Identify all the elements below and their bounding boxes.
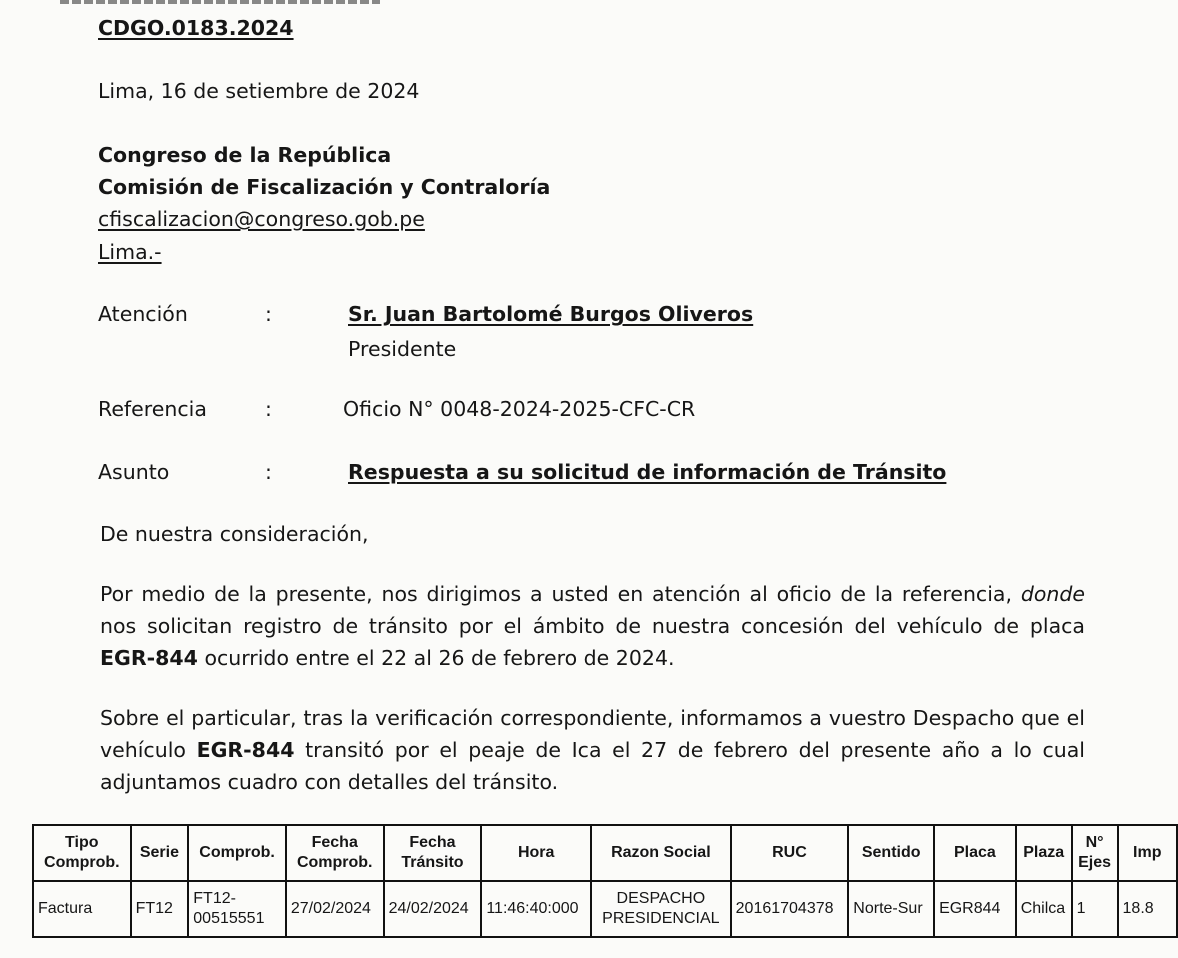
table-header-cell: [131, 825, 189, 881]
transit-table: [32, 824, 1178, 938]
table-header-text: Hora: [517, 844, 555, 861]
table-header-text: Comprob.: [44, 854, 120, 871]
table-cell: [33, 881, 131, 937]
table-header-cell: [1072, 825, 1118, 881]
table-header-text: Sentido: [861, 844, 921, 861]
reference-colon: :: [265, 397, 272, 421]
table-header-cell: [591, 825, 731, 881]
table-cell-text: DESPACHO: [616, 890, 706, 907]
subject-colon: :: [265, 460, 272, 484]
table-header-text: Razon Social: [611, 844, 711, 861]
recipient-city: Lima.-: [98, 240, 162, 264]
table-cell: [286, 881, 384, 937]
paragraph-finding-text-2: transitó por el peaje de Ica el 27 de febrero del presente año a lo cual adjuntamos cuadro con detalles del tránsito.: [100, 738, 1085, 794]
paragraph-finding-text-1: Sobre el particular, tras la verificación correspondiente, informamos a vuestro Despacho que el vehículo: [100, 706, 1085, 762]
recipient-commission: Comisión de Fiscalización y Contraloría: [98, 175, 551, 199]
table-cell-text: Chilca: [1020, 900, 1066, 917]
paragraph-request-text-2: nos solicitan registro de tránsito por el ámbito de nuestra concesión del vehículo de placa: [100, 614, 1085, 638]
table-cell: [188, 881, 286, 937]
table-cell: [934, 881, 1016, 937]
table-cell: [591, 881, 731, 937]
table-header-text: RUC: [772, 844, 807, 861]
table-cell: [131, 881, 189, 937]
table-header-cell: [848, 825, 934, 881]
table-cell-text: PRESIDENCIAL: [602, 910, 720, 927]
subject-value: Respuesta a su solicitud de información de Tránsito: [348, 460, 947, 484]
table-header-text: Ejes: [1078, 854, 1112, 871]
table-header-cell: [384, 825, 482, 881]
recipient-institution: Congreso de la República: [98, 143, 392, 167]
table-cell-text: 00515551: [193, 910, 265, 927]
table-cell-text: 27/02/2024: [290, 900, 371, 917]
document-code: CDGO.0183.2024: [98, 16, 294, 40]
cropped-letterhead-text: [60, 0, 380, 4]
table-header-cell: [286, 825, 384, 881]
paragraph-request-plate: EGR-844: [100, 646, 198, 670]
subject-label: Asunto: [98, 460, 170, 484]
table-cell-text: Norte-Sur: [853, 900, 923, 917]
table-header-cell: [1016, 825, 1072, 881]
table-cell-text: EGR844: [939, 900, 1001, 917]
reference-label: Referencia: [98, 397, 207, 421]
table-header-text: Serie: [139, 844, 179, 861]
table-cell: [1072, 881, 1118, 937]
table-header-text: N°: [1085, 834, 1104, 851]
table-header-cell: [934, 825, 1016, 881]
reference-value: Oficio N° 0048-2024-2025-CFC-CR: [343, 397, 696, 421]
recipient-email-link[interactable]: cfiscalizacion@congreso.gob.pe: [98, 207, 425, 231]
table-cell-text: Factura: [38, 900, 93, 917]
greeting: De nuestra consideración,: [100, 522, 369, 546]
table-cell: [848, 881, 934, 937]
table-header-text: Fecha: [311, 834, 358, 851]
table-header-row: [33, 825, 1177, 881]
attention-colon: :: [265, 302, 272, 326]
table-cell: [1016, 881, 1072, 937]
paragraph-request-italic: donde: [1020, 582, 1085, 606]
table-cell: [731, 881, 849, 937]
paragraph-request-text-1: Por medio de la presente, nos dirigimos a usted en atención al oficio de la referencia,: [100, 582, 1021, 606]
table-header-text: Comprob.: [199, 844, 275, 861]
paragraph-finding: [100, 702, 1085, 798]
table-header-cell: [731, 825, 849, 881]
paragraph-finding-plate: EGR-844: [196, 738, 295, 762]
paragraph-request: [100, 578, 1085, 674]
table-header-text: Tipo: [65, 834, 99, 851]
table-header-cell: [33, 825, 131, 881]
table-cell-text: FT12-: [193, 890, 236, 907]
attention-role: Presidente: [348, 337, 457, 361]
table-cell-text: 11:46:40:000: [486, 900, 579, 917]
table-header-text: Placa: [953, 844, 996, 861]
table-cell-text: 24/02/2024: [388, 900, 469, 917]
table-header-text: Imp: [1133, 844, 1162, 861]
attention-name: Sr. Juan Bartolomé Burgos Oliveros: [348, 302, 754, 326]
table-header-text: Plaza: [1023, 844, 1065, 861]
table-row: [33, 881, 1177, 937]
table-header-text: Tránsito: [401, 854, 464, 871]
table-cell-text: 20161704378: [735, 900, 834, 917]
table-cell: [1118, 881, 1177, 937]
table-header-cell: [1118, 825, 1177, 881]
table-cell: [481, 881, 591, 937]
table-cell-text: FT12: [135, 900, 173, 917]
date-line: Lima, 16 de setiembre de 2024: [98, 79, 420, 103]
table-cell-text: 1: [1076, 900, 1086, 917]
paragraph-request-text-3: ocurrido entre el 22 al 26 de febrero de 2024.: [197, 646, 675, 670]
table-cell-text: 18.8: [1122, 900, 1154, 917]
table-header-cell: [481, 825, 591, 881]
table-header-text: Comprob.: [296, 854, 373, 871]
table-header-cell: [188, 825, 286, 881]
table-cell: [384, 881, 482, 937]
attention-label: Atención: [98, 302, 188, 326]
table-header-text: Fecha: [409, 834, 456, 851]
